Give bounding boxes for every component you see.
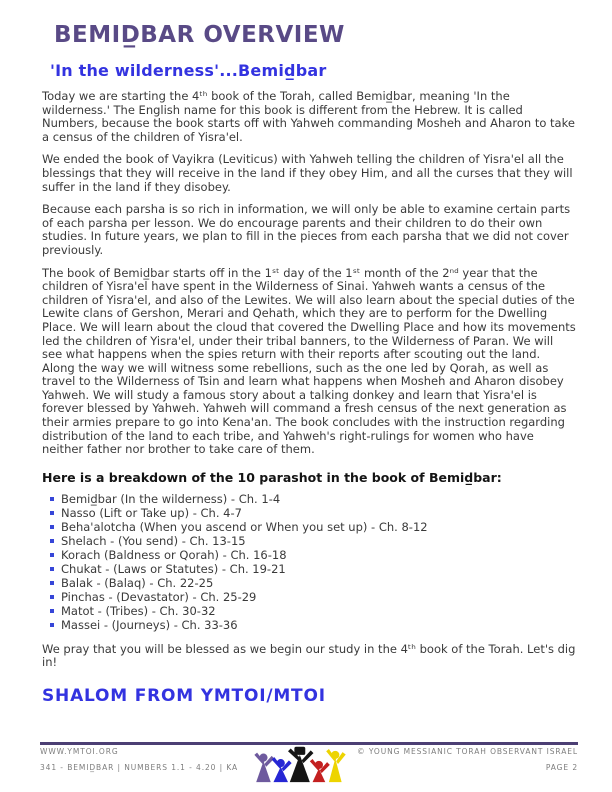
list-item — [50, 562, 576, 576]
bullet-icon — [50, 553, 54, 557]
signoff-heading: SHALOM FROM YMTOI/MTOI — [42, 686, 326, 707]
parashot-list — [50, 492, 576, 632]
list-item — [50, 520, 576, 534]
closing-paragraph: We pray that you will be blessed as we begin our study in the 4ᵗʰ book of the Torah. Let's dig in! — [42, 641, 576, 670]
figure-blue — [271, 757, 291, 782]
bullet-icon — [50, 623, 54, 627]
page-number: PAGE 2 — [545, 763, 578, 772]
footer-right — [357, 747, 578, 772]
figure-red — [309, 759, 329, 782]
paragraph-vayikra-recap: We ended the book of Vayikra (Leviticus) with Yahweh telling the children of Yisra'el all the blessings that they will receive in the land if they obey Him, and all the curses that they will suffer in the land if they disobey. — [42, 152, 573, 194]
list-item — [50, 534, 576, 548]
list-item — [50, 506, 576, 520]
list-item-label: Matot - (Tribes) - Ch. 30-32 — [61, 603, 216, 618]
page-title: BEMID̲BAR OVERVIEW — [54, 22, 345, 48]
footer — [40, 747, 578, 787]
dancing-figures-icon — [248, 744, 348, 784]
bullet-icon — [50, 609, 54, 613]
list-item-label: Pinchas - (Devastator) - Ch. 25-29 — [61, 589, 257, 604]
bullet-icon — [50, 525, 54, 529]
bullet-icon — [50, 511, 54, 515]
list-item — [50, 492, 576, 506]
list-item-label: Shelach - (You send) - Ch. 13-15 — [61, 533, 246, 548]
list-item-label: Nasso (Lift or Take up) - Ch. 4-7 — [61, 505, 242, 520]
figure-black — [288, 747, 313, 782]
paragraph-study-approach: Because each parsha is so rich in information, we will only be able to examine certain parts of each parsha per lesson. We do encourage parents and their children to do their own studies. In future years, we plan to fill in the pieces from each parsha that we did not cover previously. — [42, 202, 571, 257]
list-item — [50, 548, 576, 562]
paragraph-intro: Today we are starting the 4ᵗʰ book of the Torah, called Bemid̲bar, meaning 'In the wilderness.' The English name for this book is different from the Hebrew. It is called Numbers, because the book starts off with Yahweh commanding Mosheh and Aharon to take a census of the children of Yisra'el. — [42, 89, 575, 144]
bullet-icon — [50, 567, 54, 571]
copyright-text: © YOUNG MESSIANIC TORAH OBSERVANT ISRAEL — [357, 747, 578, 756]
list-item-label: Chukat - (Laws or Statutes) - Ch. 19-21 — [61, 561, 286, 576]
list-item — [50, 618, 576, 632]
ymtoi-logo — [248, 744, 348, 788]
page-subtitle: 'In the wilderness'...Bemid̲bar — [50, 61, 327, 80]
list-item — [50, 590, 576, 604]
list-item-label: Bemid̲bar (In the wilderness) - Ch. 1-4 — [61, 491, 281, 506]
document-reference: 341 - BEMID̲BAR | NUMBERS 1.1 - 4.20 | KA — [40, 763, 239, 772]
list-item-label: Massei - (Journeys) - Ch. 33-36 — [61, 617, 238, 632]
list-item-label: Balak - (Balaq) - Ch. 22-25 — [61, 575, 214, 590]
bullet-icon — [50, 497, 54, 501]
bullet-icon — [50, 581, 54, 585]
list-item-label: Korach (Baldness or Qorah) - Ch. 16-18 — [61, 547, 287, 562]
figure-purple — [254, 753, 274, 783]
list-item-label: Beha'alotcha (When you ascend or When you set up) - Ch. 8-12 — [61, 519, 428, 534]
list-item — [50, 604, 576, 618]
parashot-heading: Here is a breakdown of the 10 parashot in the book of Bemid̲bar: — [42, 469, 502, 485]
bullet-icon — [50, 595, 54, 599]
website-link[interactable]: WWW.YMTOI.ORG — [40, 747, 119, 756]
footer-left — [40, 747, 238, 772]
bullet-icon — [50, 539, 54, 543]
list-item — [50, 576, 576, 590]
paragraph-book-summary: The book of Bemid̲bar starts off in the 1ˢᵗ day of the 1ˢᵗ month of the 2ⁿᵈ year that the children of Yisra'el have spent in the Wilderness of Sinai. Yahweh wants a census of the children of Yisra'el, and also of the Lewites. We will also learn about the special duties of the Lewite clans of Gershon, Merari and Qehath, which they are to perform for the Dwelling Place. We will learn about the cloud that covered the Dwelling Place and how its movements led the children of Yisra'el, under their tribal banners, to the Wilderness of Paran. We will see what happens when the spies return with their reports after scouting out the land. Along the way we will witness some rebellions, such as the one led by Qorah, as well as travel to the Wilderness of Tsin and learn what happens when Mosheh and Aharon disobey Yahweh. We will study a famous story about a talking donkey and learn that Yisra'el is forever blessed by Yahweh. Yahweh will command a fresh census of the next generation as their armies prepare to go into Kena'an. The book concludes with the instruction regarding distribution of the land to each tribe, and Yahweh's right-rulings for women who have neither father nor brother to take care of them. — [42, 265, 576, 457]
document-content — [42, 22, 576, 706]
